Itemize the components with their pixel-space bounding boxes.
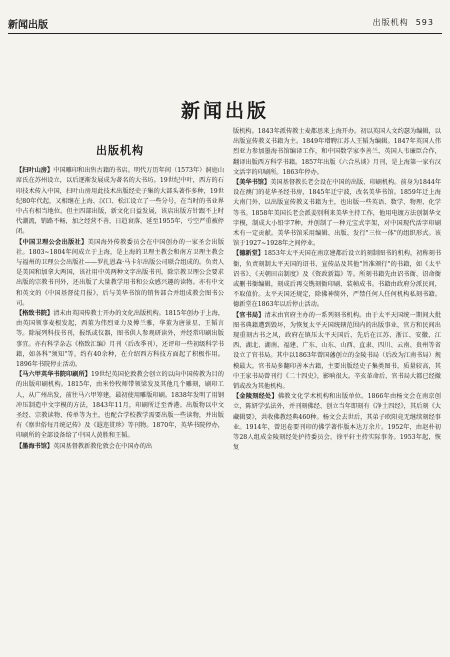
entry-paragraph [16,370,224,441]
entry-paragraph [233,127,441,178]
right-entries [233,127,441,454]
entry-text: 1853年太平天国在南京建都后设立的刻制图书的机构，初称刻书衙，负责刻制太平天国的诏书、宣传品及其他"旨准颁行"的书籍，如《太平诏书》、《天朝田亩制度》及《资政新篇》等。所刻书籍先由诏书衙、诏命衙或删书衙编辑，刻成后再交镌刻衙印刷、装帧成书。书籍由政府分派民间，不取值价。太平天国还规定，除佛神简外，严禁任何人任何机构私刻书籍。德新堂在1863年以后停止活动。 [233,250,442,309]
left-entries [16,166,224,452]
entry-text: 清末由英国传教士开办的文化出版机构。1815年创办于上海，由英国领事麦根发起，西董为伟烈亚力及傅兰雅，华董为唐景星、王韬言等。除展列科技书刊，报纸或仪器，图书供人参观研读外，并经常印刷出版事宜。亦有科学杂志《格致汇编》月刊（后改季刊），还评印一些初级科学书籍，如各科"须知"等，约有40余种，在介绍西方科技方面起了积极作用。1896年书院停止活动。 [16,310,225,369]
left-column [16,146,224,452]
header-section: 新闻出版 [8,20,48,31]
entry-term: 【金陵刻经处】 [233,393,278,401]
entry-term: 【官书局】 [233,311,265,319]
page-number: 593 [415,18,434,27]
entry-text: 清末由官府主办的一系列刻书机构。由于太平天国统一期间大批图书典籍遭到毁坏，为恢复太平天国统辖范围内的出版事业，官方和民间出现重刻古书之风，政府在镇压太平天国后，先后在江苏、浙江、安徽、江西、湖北、湖南、福建、广东、山东、山西、直隶、四川、云南、贵州等省设立了官书局。其中以1863年曾国藩创立的金陵书局（后改为江南书局）规模最大。官书局多翻印善本古籍，主要出版经史子集类图书，质量较高，其中王家书局曾刊行《二十四史》，影响很大。辛亥革命后，官书局大都已经撤销或改为其他机构。 [233,311,442,391]
entry-term: 【中国卫理公会出版社】 [16,238,88,246]
right-column [233,127,441,454]
entry-text: 美国海外传教委员会在中国创办的一家圣会出版社。1803~1804年间成立于上海，是上海的卫理主教会和南方卫理主教会与福州的卫理公会出版社——罗扎恩森·马卡尔出版公司联合组成的。负责人是美国和加拿大两国，该社用中英两种文字出版书刊，除宗教卫理公会要求出版的宗教书刊外，还出版了大量教学用书和公众感兴趣的读物。亦有中文和英文的《中国基督徒月报》，后与美华书馆的销售部合并组成教会图书公司。 [16,238,225,307]
entry-paragraph [233,249,441,310]
entry-paragraph [233,392,441,453]
entry-paragraph [233,178,441,249]
page-header [0,0,450,44]
entry-text: 版机构。1843年派传教士麦都思来上海开办。初以英国人文约瑟为编辑，以出版宣传教义书籍为主。1849年增聘江苏人王韬为编辑。1847年英国人伟烈亚力参加墨海书馆编译工作，和中国数学家李善兰、英国人韦廉臣合作，翻译出版西方科学书籍。1857年出版《六合丛谈》月刊，是上海第一家有汉文活字的印刷所。1863年停办。 [233,128,441,176]
entry-paragraph [16,309,224,370]
entry-paragraph [16,166,224,237]
header-right [373,17,434,28]
header-rule [8,33,442,34]
entry-term: 【扫叶山房】 [16,167,54,175]
entry-term: 【美华书馆】 [233,179,271,187]
entry-text: 美国基督教长老会设在中国的出版、印刷机构。前身为1844年设在澳门的花华圣经书房，1845年迁宁波，改名美华书馆。1859年迁上海大南门外，以出版宣传教义书籍为主，也出版一些英语、数学、物理、化学等书。1858年美国长老会派姜别利来美华主持工作，他用电镀方法创制华文字模，制成大小铅字7种，并创制了一种元宝式字架，对中国现代活字印刷术有一定贡献。美华书馆采用编辑、出版、发行"三位一体"的组织形式。该馆于1927~1928年之间停业。 [233,179,442,248]
entry-paragraph [16,442,224,452]
entry-text: 中国雕印和出售古籍的书店。明代万历年间（1573年）洞庭山席氏在苏州设立，以后逐渐发展成为著名的大书坊。19世纪中叶，西方的石印技术传入中国，扫叶山房用此技术出版经史子集的大部头著作多种，19世纪80年代起，又相继在上海、汉口、松江设立了一些分号，在当时的书业界中占有相当地位。但主四部出版，新文化日益发展，该店出版方针跟不上时代潮流，销路不畅，加之经营不善，日趋衰落，延至1955年，亏空严重被停闭。 [16,167,225,236]
page-title: 新闻出版 [180,100,269,122]
entry-paragraph [16,238,224,309]
running-head: 出版机构 [372,18,409,27]
entry-paragraph [233,311,441,393]
entry-term: 【德新堂】 [233,250,265,258]
entry-text: 佛教文化学术机构和出版单位。1866年由杨文会在南京创立，陈妍学弘法外，并刊刻佛经、创立当年即刻有《净土四经》，其后刻《大藏辑要》，共收佛教经典460种。杨文会去世后，其弟子欧阳竟无继续刻经事业。1914年，曾迅卷要刊印的佛学著作版本达万余片。1952年，由赵朴初等28人组成金陵刻经处护持委员会，徐平轩主持实际事务。1953年起，恢复 [233,393,441,452]
entry-term: 【格致书院】 [16,310,54,318]
entry-term: 【墨海书馆】 [16,442,54,450]
entry-text: 19世纪英国伦敦教会创立的以向中国传教为目的的出版印刷机构。1815年，由米怜牧师带领梁发及其他几个雕刻，刷印工人，从广州出发，前往马六甲筹建，最初使用雕版印刷。1838年发明了用钢冲压制造中文字模的方法，1843年11月，印刷所迁至香港。出版物以中文圣经、宗教读物、传单等为主，也配合学校教学需要出版一些读物，并出版有《察世俗每月统记传》及《遐迩贯珍》等刊物。1870年，英华书院停办，印刷所的全部设备给了中国人黄胜和王韬。 [16,371,224,440]
entry-text: 英国基督教新教伦敦会在中国办的出 [53,442,153,450]
section-title: 出版机构 [96,144,144,157]
entry-term: 【马六甲英华书院印刷所】 [16,371,92,379]
